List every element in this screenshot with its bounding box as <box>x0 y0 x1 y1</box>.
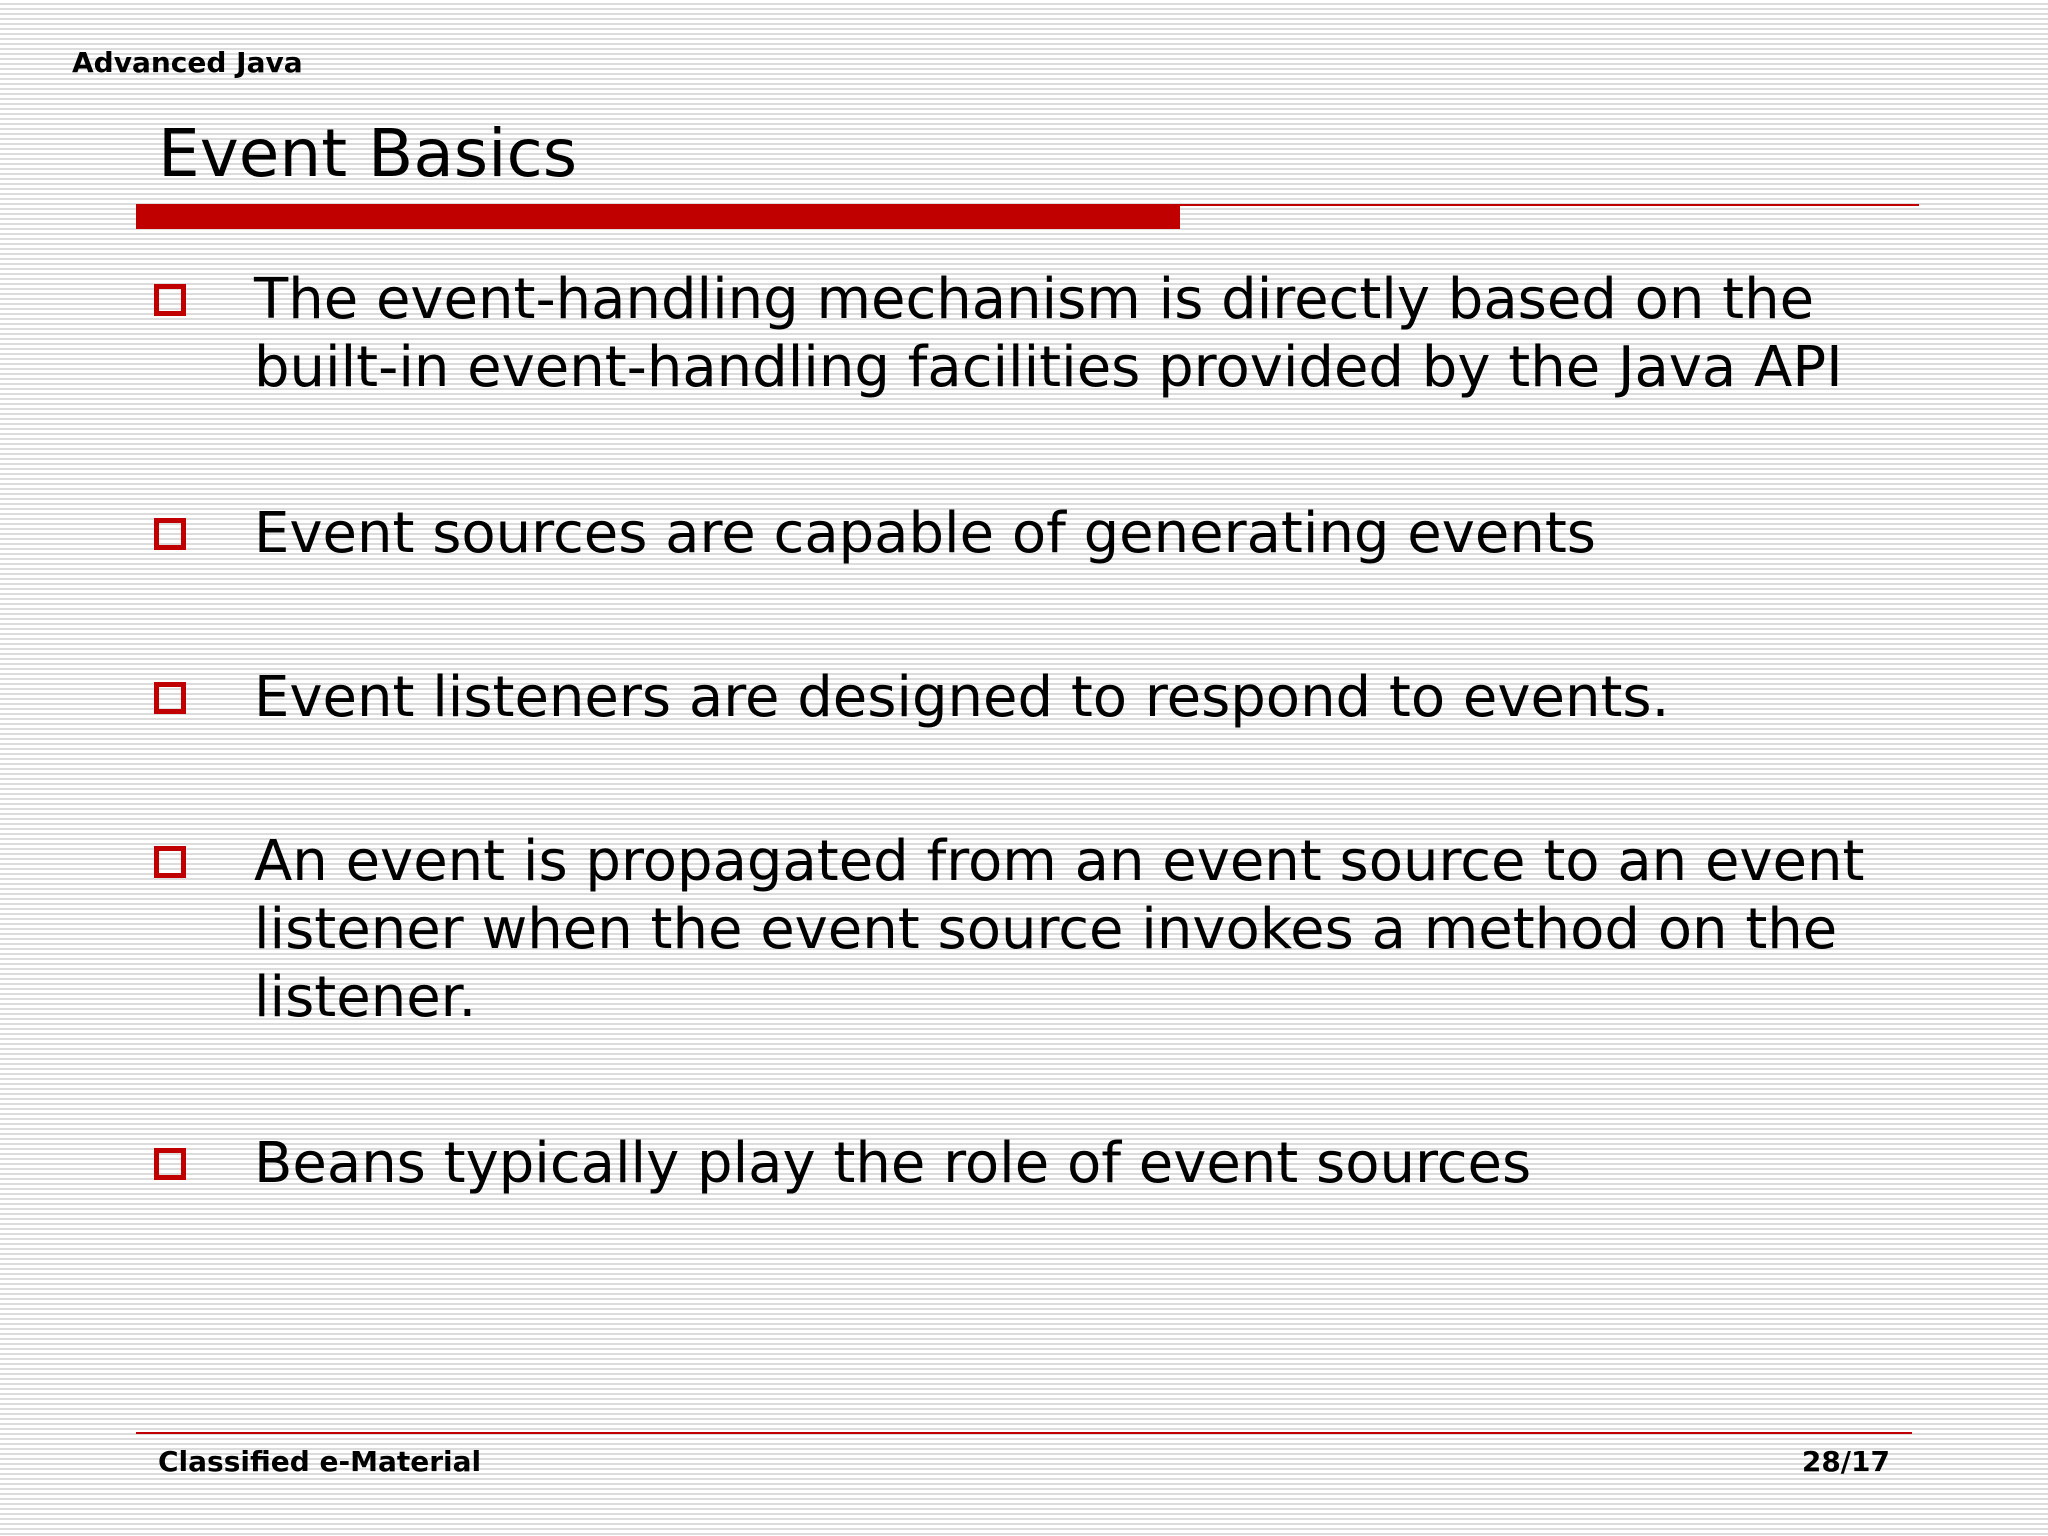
bullet-text: Event listeners are designed to respond to events. <box>254 665 1670 730</box>
square-bullet-icon <box>154 846 186 878</box>
bullet-text: The event-handling mechanism is directly based on the built-in event-handling facilities provided by the Java API <box>254 267 1843 400</box>
page-number: 28/17 <box>1801 1445 1890 1478</box>
bullet-text: Beans typically play the role of event sources <box>254 1131 1532 1196</box>
square-bullet-icon <box>154 284 186 316</box>
square-bullet-icon <box>154 1148 186 1180</box>
slide-title: Event Basics <box>158 115 578 192</box>
footer-divider <box>136 1432 1912 1434</box>
bullet-text: Event sources are capable of generating events <box>254 501 1596 566</box>
course-label: Advanced Java <box>72 46 303 79</box>
square-bullet-icon <box>154 682 186 714</box>
bullet-text: An event is propagated from an event source to an event listener when the event source invokes a method on the listener. <box>254 829 1865 1030</box>
footer-label: Classified e-Material <box>158 1445 482 1478</box>
square-bullet-icon <box>154 518 186 550</box>
